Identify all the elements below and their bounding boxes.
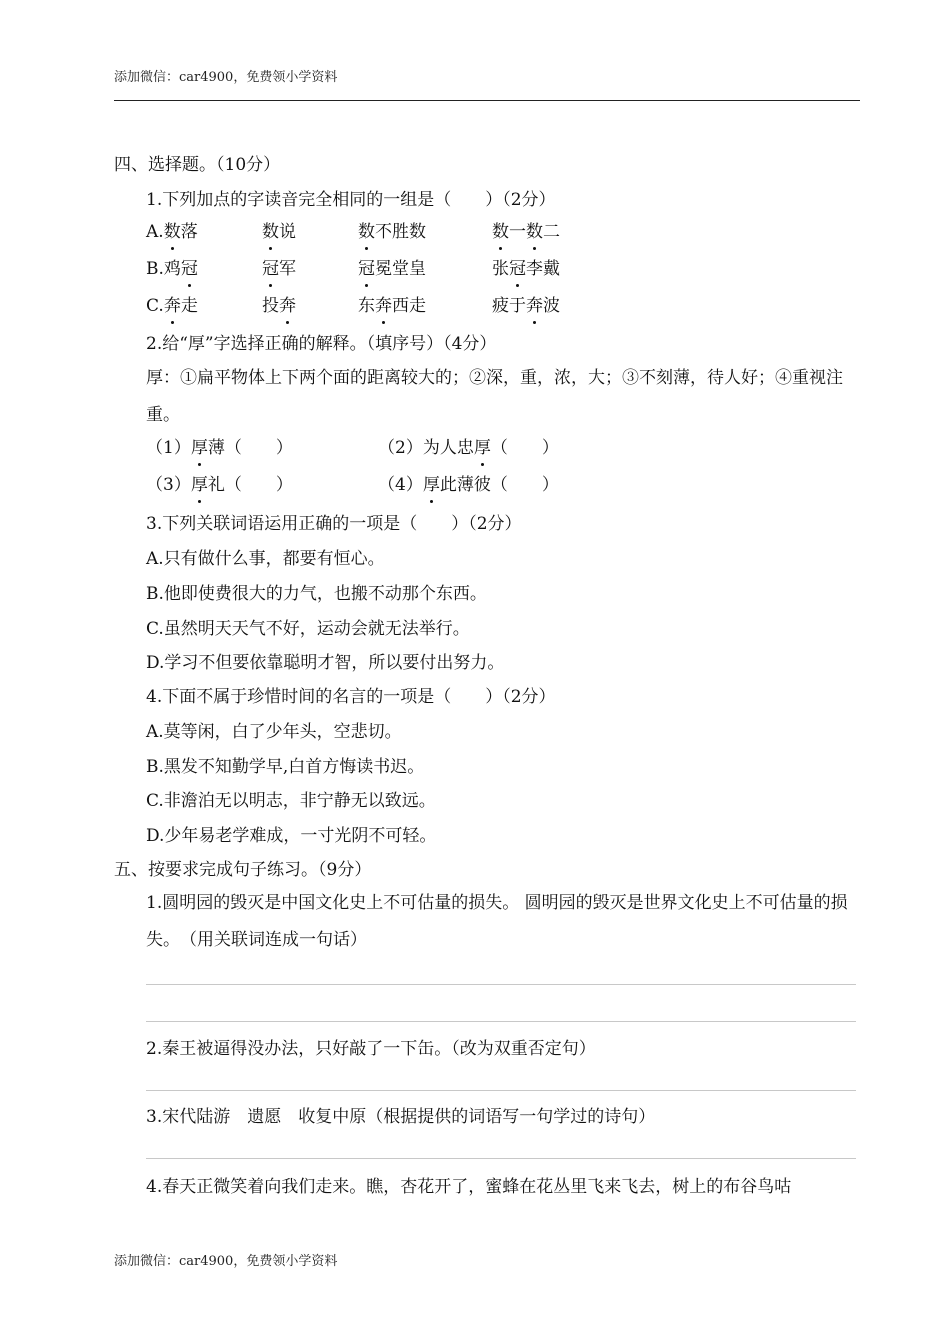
dotted-char: 厚	[473, 438, 491, 458]
dotted-char: 厚	[190, 438, 208, 458]
answer-line[interactable]	[146, 1158, 856, 1159]
q2-item-1: （1）厚薄（ ）	[146, 438, 293, 458]
dotted-char: 冠	[509, 259, 526, 279]
q1-option-c-2: 投奔	[262, 296, 296, 316]
dotted-char: 厚	[190, 475, 208, 495]
page-footer: 添加微信：car4900，免费领小学资料	[114, 1254, 338, 1269]
dotted-char: 数	[262, 222, 279, 242]
q1-option-b-2: 冠军	[262, 259, 296, 279]
section-4-title: 四、选择题。（10分）	[114, 155, 281, 175]
q2-item-3: （3）厚礼（ ）	[146, 475, 293, 495]
q3-option-b: B.他即使费很大的力气，也搬不动那个东西。	[146, 584, 487, 604]
dotted-char: 厚	[422, 475, 440, 495]
section-5-title: 五、按要求完成句子练习。（9分）	[114, 860, 372, 880]
dotted-char: 冠	[180, 259, 198, 279]
dotted-char: 奔	[279, 296, 296, 316]
q1-option-b-3: 冠冕堂皇	[358, 259, 426, 279]
s5-q4: 4.春天正微笑着向我们走来。瞧，杏花开了，蜜蜂在花丛里飞来飞去，树上的布谷鸟咕	[146, 1177, 792, 1197]
dotted-char: 数	[526, 222, 543, 242]
q3-option-d: D.学习不但要依靠聪明才智，所以要付出努力。	[146, 653, 505, 673]
s5-q1: 1.圆明园的毁灭是中国文化史上不可估量的损失。 圆明园的毁灭是世界文化史上不可估量的损失。 （用关联词连成一句话）	[146, 893, 848, 950]
q3-option-a: A.只有做什么事，都要有恒心。	[146, 549, 385, 569]
q1-option-b-1: B.鸡冠	[146, 259, 198, 279]
s5-q2: 2.秦王被逼得没办法，只好敲了一下缶。（改为双重否定句）	[146, 1039, 596, 1059]
dotted-char: 奔	[526, 296, 543, 316]
q3-stem: 3.下列关联词语运用正确的一项是（ ）（2分）	[146, 514, 522, 534]
dotted-char: 数	[492, 222, 509, 242]
dotted-char: 数	[163, 222, 181, 242]
q4-option-a: A.莫等闲，白了少年头，空悲切。	[146, 722, 402, 742]
q1-option-c-4: 疲于奔波	[492, 296, 560, 316]
q2-item-2: （2）为人忠厚（ ）	[378, 438, 559, 458]
q2-item-4: （4）厚此薄彼（ ）	[378, 475, 559, 495]
dotted-char: 冠	[358, 259, 375, 279]
q1-option-a-2: 数说	[262, 222, 296, 242]
q1-option-a-3: 数不胜数	[358, 222, 426, 242]
answer-line[interactable]	[146, 1090, 856, 1091]
q4-option-c: C.非澹泊无以明志，非宁静无以致远。	[146, 791, 436, 811]
header-rule	[114, 100, 860, 101]
dotted-char: 奔	[375, 296, 392, 316]
dotted-char: 数	[358, 222, 375, 242]
q1-option-a-4: 数一数二	[492, 222, 560, 242]
answer-line[interactable]	[146, 984, 856, 985]
q1-option-b-4: 张冠李戴	[492, 259, 560, 279]
q2-definitions: 厚：①扁平物体上下两个面的距离较大的；②深，重，浓，大；③不刻薄，待人好；④重视注重。	[146, 368, 843, 425]
q4-option-b: B.黑发不知勤学早,白首方悔读书迟。	[146, 757, 425, 777]
dotted-char: 冠	[262, 259, 279, 279]
q2-stem: 2.给“厚”字选择正确的解释。（填序号）（4分）	[146, 334, 497, 354]
q1-option-c-1: C.奔走	[146, 296, 198, 316]
q4-option-d: D.少年易老学难成，一寸光阴不可轻。	[146, 826, 437, 846]
s5-q3: 3.宋代陆游 遗愿 收复中原（根据提供的词语写一句学过的诗句）	[146, 1107, 656, 1127]
q1-option-a-1: A.数落	[146, 222, 198, 242]
page-header: 添加微信：car4900，免费领小学资料	[114, 70, 338, 85]
q1-stem: 1.下列加点的字读音完全相同的一组是（ ）（2分）	[146, 190, 556, 210]
dotted-char: 奔	[163, 296, 181, 316]
q3-option-c: C.虽然明天天气不好，运动会就无法举行。	[146, 619, 470, 639]
answer-line[interactable]	[146, 1021, 856, 1022]
q4-stem: 4.下面不属于珍惜时间的名言的一项是（ ）（2分）	[146, 687, 556, 707]
q1-option-c-3: 东奔西走	[358, 296, 426, 316]
